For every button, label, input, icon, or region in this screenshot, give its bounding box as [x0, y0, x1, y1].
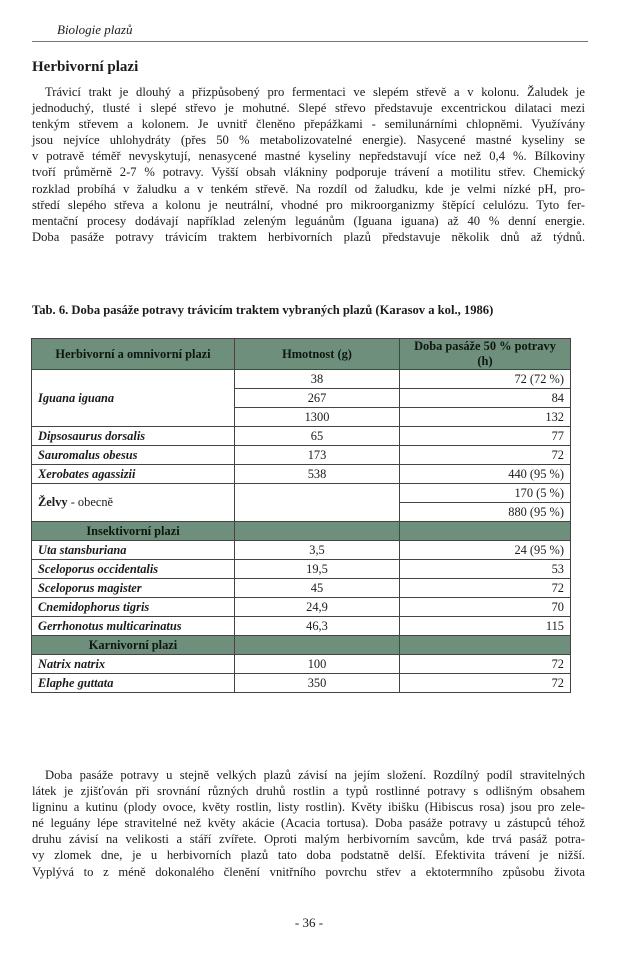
- paragraph-line: Doba pasáže potravy trávicím traktem herbivorních plazů představuje několik dnů až týdnů.: [32, 229, 585, 244]
- mass-cell: 267: [235, 389, 400, 408]
- species-name: Dipsosaurus dorsalis: [32, 427, 235, 446]
- species-name: Sceloporus occidentalis: [32, 560, 235, 579]
- mass-cell: 100: [235, 655, 400, 674]
- species-name: Sauromalus obesus: [32, 446, 235, 465]
- passage-time-cell: 170 (5 %): [400, 484, 571, 503]
- paragraph-line: v potravě téměř nevyskytují, nenasycené mastné kyseliny nepředstavují více než 0,4 %. Bílkoviny: [32, 149, 585, 164]
- passage-time-table: [31, 338, 571, 693]
- passage-time-cell: 72: [400, 579, 571, 598]
- species-name: Uta stansburiana: [32, 541, 235, 560]
- paragraph-line: né leguány lépe stravitelné než květy akácie (Acacia tortusa). Doba pasáže potravy u zástupců téhož: [32, 816, 585, 831]
- paragraph-line: středí slepého střeva a kolonu je neutrální, vhodné pro mikroorganizmy štěpící celulózu. Tyto fer-: [32, 197, 585, 212]
- mass-cell: 65: [235, 427, 400, 446]
- mass-cell: [235, 484, 400, 522]
- table-row: [32, 427, 571, 446]
- table-row: [32, 446, 571, 465]
- table-row: [32, 674, 571, 693]
- species-name: Iguana iguana: [32, 370, 235, 427]
- species-name: Elaphe guttata: [32, 674, 235, 693]
- passage-time-cell: 24 (95 %): [400, 541, 571, 560]
- paragraph-line: látek je zjišťován při srovnání různých druhů rostlin a typů rostlinné potravy s odlišným obsahem: [32, 784, 585, 799]
- passage-time-cell: 440 (95 %): [400, 465, 571, 484]
- paragraph-line: vy zlomek dne, je u herbivorních plazů tato doba podstatně delší. Efektivita trávení je nižší.: [32, 848, 585, 863]
- passage-time-cell: 72: [400, 674, 571, 693]
- table-row: [32, 484, 571, 503]
- paragraph-line: mentační procesy dodávají například zeleným leguánům (Iguana iguana) až 40 % denní energie.: [32, 213, 585, 228]
- paragraph-line: Trávicí trakt je dlouhý a přizpůsobený pro fermentaci ve slepém střevě a v kolonu. Žaludek je: [45, 85, 585, 99]
- passage-time-cell: 115: [400, 617, 571, 636]
- table-header-row: [32, 339, 571, 370]
- paragraph-line: tvoří průměrně 2-7 % potravy. Vyšší obsah vlákniny podporuje trávení a motilitu střev. Chemický: [32, 165, 585, 180]
- species-name: [32, 484, 235, 522]
- species-name: Gerrhonotus multicarinatus: [32, 617, 235, 636]
- paragraph-line: druhu závisí na velikosti a stáří zvířete. Oproti malým herbivorním savcům, kde trvá pasáž potra-: [32, 832, 585, 847]
- paragraph-line: jsou nejvíce uhlohydráty (přes 50 % metabolizovatelné energie). Nasycené mastné kyseliny se: [32, 133, 585, 148]
- table-row: [32, 560, 571, 579]
- section-title: Herbivorní plazi: [32, 59, 139, 75]
- intro-paragraph: [32, 84, 585, 245]
- paragraph-line: tenkým střevem a kolonem. Je uvnitř členěno přepážkami - semilunárními chlopněmi. Využívány: [32, 117, 585, 132]
- page-number: - 36 -: [294, 915, 324, 930]
- species-name-rest: - obecně: [67, 495, 114, 509]
- group-header-row: [32, 522, 571, 541]
- passage-time-cell: 72 (72 %): [400, 370, 571, 389]
- column-header-mass: Hmotnost (g): [235, 339, 400, 370]
- passage-time-cell: 77: [400, 427, 571, 446]
- group-spacer: [400, 522, 571, 541]
- column-header-passage-time: Doba pasáže 50 % potravy (h): [400, 339, 571, 370]
- paragraph-line: Doba pasáže potravy u stejně velkých plazů závisí na jejím složení. Rozdílný podíl stravitelných: [45, 768, 585, 782]
- mass-cell: 24,9: [235, 598, 400, 617]
- group-spacer: [400, 636, 571, 655]
- running-title: Biologie plazů: [57, 22, 133, 37]
- passage-time-cell: 53: [400, 560, 571, 579]
- table-row: [32, 541, 571, 560]
- table-row: [32, 655, 571, 674]
- passage-time-cell: 72: [400, 446, 571, 465]
- table-row: [32, 370, 571, 389]
- running-header: [32, 22, 588, 42]
- group-label: Insektivorní plazi: [32, 522, 235, 541]
- group-spacer: [235, 522, 400, 541]
- mass-cell: 173: [235, 446, 400, 465]
- closing-paragraph: [32, 767, 585, 880]
- passage-time-cell: 132: [400, 408, 571, 427]
- mass-cell: 38: [235, 370, 400, 389]
- table-row: [32, 465, 571, 484]
- paragraph-line: ligninu a kutinu (plody ovoce, květy rostlin, listy rostlin). Květy ibišku (Hibiscus rosa) jsou pro zele-: [32, 800, 585, 815]
- passage-time-cell: 70: [400, 598, 571, 617]
- group-spacer: [235, 636, 400, 655]
- table-row: [32, 598, 571, 617]
- group-label: Karnivorní plazi: [32, 636, 235, 655]
- passage-time-cell: 72: [400, 655, 571, 674]
- species-name: Xerobates agassizii: [32, 465, 235, 484]
- mass-cell: 19,5: [235, 560, 400, 579]
- species-name: Sceloporus magister: [32, 579, 235, 598]
- table-row: [32, 617, 571, 636]
- column-header-species: Herbivorní a omnivorní plazi: [32, 339, 235, 370]
- passage-time-cell: 84: [400, 389, 571, 408]
- species-name: Cnemidophorus tigris: [32, 598, 235, 617]
- mass-cell: 538: [235, 465, 400, 484]
- mass-cell: 1300: [235, 408, 400, 427]
- mass-cell: 350: [235, 674, 400, 693]
- species-name: Natrix natrix: [32, 655, 235, 674]
- group-header-row: [32, 636, 571, 655]
- paragraph-line: rozklad probíhá v žaludku a v tenkém střevě. Na rozdíl od žaludku, kde je velmi nízké pH, pro-: [32, 181, 585, 196]
- species-name-bold: Želvy: [38, 495, 68, 509]
- passage-time-cell: 880 (95 %): [400, 503, 571, 522]
- table-row: [32, 579, 571, 598]
- mass-cell: 46,3: [235, 617, 400, 636]
- mass-cell: 45: [235, 579, 400, 598]
- paragraph-line: Vyplývá to z méně dokonalého členění vnitřního povrchu střev a ektotermního způsobu života: [32, 864, 585, 879]
- table-caption: Tab. 6. Doba pasáže potravy trávicím traktem vybraných plazů (Karasov a kol., 1986): [32, 303, 494, 317]
- mass-cell: 3,5: [235, 541, 400, 560]
- paragraph-line: jednoduchý, tlusté i slepé střevo je mohutné. Slepé střevo představuje excentrickou dilataci mezi: [32, 101, 585, 116]
